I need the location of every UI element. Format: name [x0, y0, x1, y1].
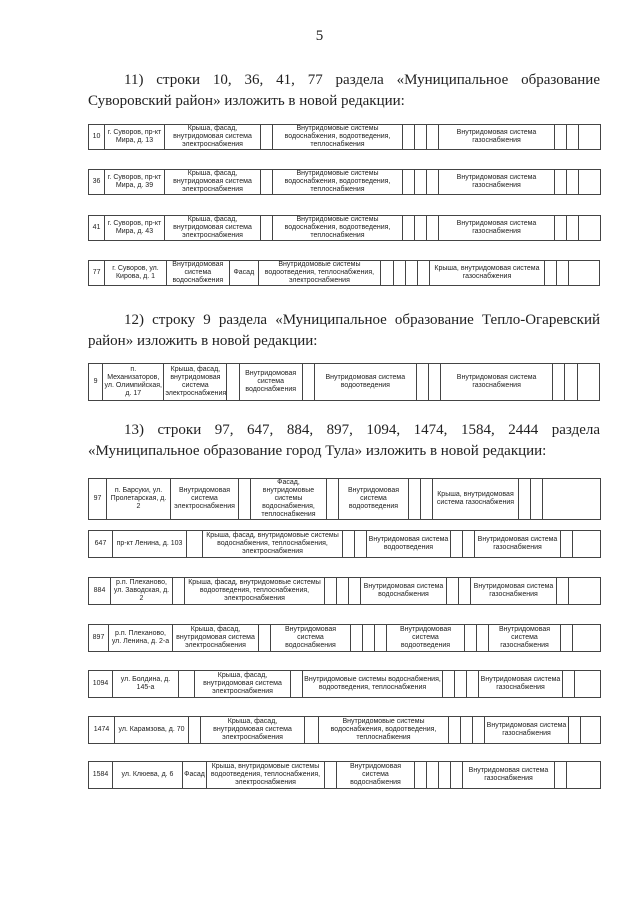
section-12-heading-line2: район» изложить в новой редакции: [88, 333, 318, 349]
row-work-2: Фасад, внутридомовые системы водоснабжения, теплоснабжения [251, 479, 327, 520]
row-work-3: Внутридомовая система газоснабжения [439, 216, 555, 241]
row-work-1b: Фасад [230, 261, 259, 286]
section-12-heading-line1: 12) строку 9 раздела «Муниципальное образование Тепло-Огаревский [124, 312, 600, 328]
row-work-3: Внутридомовая система газоснабжения [463, 762, 555, 789]
empty-cell [567, 125, 579, 150]
empty-cell [565, 364, 577, 401]
empty-cell [421, 479, 433, 520]
row-address: г. Суворов, пр-кт Мира, д. 13 [105, 125, 165, 150]
row-address: ул. Клюева, д. 6 [113, 762, 183, 789]
empty-cell [261, 170, 273, 195]
empty-cell [465, 625, 477, 652]
empty-cell [179, 671, 195, 698]
empty-cell [355, 531, 367, 558]
row-work-3: Крыша, внутридомовая система газоснабжения [430, 261, 544, 286]
empty-cell [325, 578, 337, 605]
row-work-2: Внутридомовая система водоотведения [367, 531, 451, 558]
empty-cell [544, 261, 556, 286]
empty-cell [451, 531, 463, 558]
empty-cell [561, 531, 573, 558]
empty-cell [531, 479, 543, 520]
empty-cell [569, 578, 601, 605]
empty-cell [418, 261, 430, 286]
row-work-4: Крыша, внутридомовая система газоснабжения [433, 479, 519, 520]
row-address: г. Суворов, пр-кт Мира, д. 43 [105, 216, 165, 241]
row-work-1: Крыша, фасад, внутридомовые системы водоотведения, теплоснабжения, электроснабжения [185, 578, 325, 605]
row-number: 41 [89, 216, 105, 241]
empty-cell [428, 364, 440, 401]
empty-cell [227, 364, 239, 401]
empty-cell [327, 479, 339, 520]
empty-cell [569, 261, 600, 286]
empty-cell [409, 479, 421, 520]
empty-cell [461, 717, 473, 744]
row-work-2: Внутридомовые системы водоснабжения, водоотведения, теплоснабжения [273, 125, 403, 150]
table-row-97 [88, 478, 601, 520]
empty-cell [325, 762, 337, 789]
row-work-1: Крыша, фасад, внутридомовая система электроснабжения [173, 625, 259, 652]
table-row-9 [88, 363, 600, 401]
row-address: г. Суворов, пр-кт Мира, д. 39 [105, 170, 165, 195]
row-work-3: Внутридомовая система водоотведения [387, 625, 465, 652]
page-number: 5 [315, 28, 324, 44]
row-number: 897 [89, 625, 109, 652]
table-row-884 [88, 577, 601, 605]
empty-cell [451, 762, 463, 789]
empty-cell [189, 717, 201, 744]
empty-cell [403, 216, 415, 241]
row-work-1: Крыша, фасад, внутридомовые системы водоснабжения, теплоснабжения, электроснабжения [203, 531, 343, 558]
empty-cell [427, 125, 439, 150]
empty-cell [561, 625, 573, 652]
empty-cell [567, 762, 601, 789]
empty-cell [302, 364, 314, 401]
row-work-1: Внутридомовая система электроснабжения [171, 479, 239, 520]
section-11-heading [88, 70, 600, 112]
row-number: 9 [89, 364, 103, 401]
row-work-3: Внутридомовая система водоотведения [314, 364, 416, 401]
empty-cell [455, 671, 467, 698]
empty-cell [579, 125, 601, 150]
empty-cell [449, 717, 461, 744]
empty-cell [305, 717, 319, 744]
empty-cell [555, 170, 567, 195]
empty-cell [575, 671, 601, 698]
row-number: 10 [89, 125, 105, 150]
row-work-1: Крыша, фасад, внутридомовая система электроснабжения [164, 364, 227, 401]
empty-cell [405, 261, 417, 286]
empty-cell [473, 717, 485, 744]
empty-cell [557, 578, 569, 605]
row-address: р.п. Плеханово, ул. Ленина, д. 2-а [109, 625, 173, 652]
table-row-77 [88, 260, 600, 286]
empty-cell [579, 170, 601, 195]
empty-cell [577, 364, 600, 401]
row-number: 884 [89, 578, 111, 605]
empty-cell [187, 531, 203, 558]
row-address: ул. Карамзова, д. 70 [115, 717, 189, 744]
table-row-1094 [88, 670, 601, 698]
empty-cell [415, 125, 427, 150]
row-number: 97 [89, 479, 107, 520]
section-11-heading-line2: Суворовский район» изложить в новой редакции: [88, 93, 405, 109]
row-work-1: Крыша, фасад, внутридомовая система электроснабжения [195, 671, 291, 698]
empty-cell [581, 717, 601, 744]
empty-cell [567, 170, 579, 195]
row-work-2: Внутридомовая система водоснабжения [239, 364, 302, 401]
empty-cell [337, 578, 349, 605]
row-work-3: Внутридомовая система газоснабжения [439, 170, 555, 195]
table-row-1584 [88, 761, 601, 789]
empty-cell [467, 671, 479, 698]
section-13-heading [88, 420, 600, 462]
section-12-heading [88, 310, 600, 352]
row-work-4: Внутридомовая система газоснабжения [441, 364, 553, 401]
empty-cell [563, 671, 575, 698]
row-number: 647 [89, 531, 113, 558]
empty-cell [556, 261, 568, 286]
empty-cell [569, 717, 581, 744]
empty-cell [261, 216, 273, 241]
row-work-3: Внутридомовая система газоснабжения [479, 671, 563, 698]
row-work-1: Крыша, фасад, внутридомовая система электроснабжения [165, 216, 261, 241]
empty-cell [415, 170, 427, 195]
row-address: р.п. Плеханово, ул. Заводская, д. 2 [111, 578, 173, 605]
empty-cell [349, 578, 361, 605]
row-work-2: Внутридомовая система водоснабжения [271, 625, 351, 652]
empty-cell [259, 625, 271, 652]
table-row-897 [88, 624, 601, 652]
empty-cell [567, 216, 579, 241]
section-11-heading-line1: 11) строки 10, 36, 41, 77 раздела «Муниципальное образование [124, 72, 600, 88]
row-work-2: Внутридомовые системы водоснабжения, водоотведения, теплоснабжения [273, 216, 403, 241]
row-number: 1584 [89, 762, 113, 789]
row-address: пр-кт Ленина, д. 103 [113, 531, 187, 558]
row-address: п. Механизаторов, ул. Олимпийская, д. 17 [103, 364, 164, 401]
table-row-10 [88, 124, 601, 150]
empty-cell [427, 170, 439, 195]
row-address: п. Барсуки, ул. Пролетарская, д. 2 [107, 479, 171, 520]
empty-cell [343, 531, 355, 558]
empty-cell [427, 762, 439, 789]
empty-cell [477, 625, 489, 652]
empty-cell [381, 261, 393, 286]
empty-cell [573, 625, 601, 652]
empty-cell [553, 364, 565, 401]
row-work-3: Внутридомовая система газоснабжения [475, 531, 561, 558]
row-work-4: Внутридомовая система газоснабжения [489, 625, 561, 652]
row-work-2: Внутридомовые системы водоснабжения, водоотведения, теплоснабжения [273, 170, 403, 195]
row-work-3: Внутридомовая система газоснабжения [439, 125, 555, 150]
table-row-647 [88, 530, 601, 558]
empty-cell [427, 216, 439, 241]
empty-cell [519, 479, 531, 520]
empty-cell [443, 671, 455, 698]
row-work-2: Внутридомовая система водоснабжения [361, 578, 447, 605]
row-work-1: Крыша, внутридомовые системы водоотведения, теплоснабжения, электроснабжения [207, 762, 325, 789]
empty-cell [555, 125, 567, 150]
empty-cell [403, 170, 415, 195]
empty-cell [351, 625, 363, 652]
empty-cell [239, 479, 251, 520]
row-work-1b: Фасад [183, 762, 207, 789]
empty-cell [415, 216, 427, 241]
row-work-1: Крыша, фасад, внутридомовая система электроснабжения [201, 717, 305, 744]
table-row-36 [88, 169, 601, 195]
empty-cell [543, 479, 601, 520]
empty-cell [459, 578, 471, 605]
empty-cell [573, 531, 601, 558]
empty-cell [375, 625, 387, 652]
empty-cell [363, 625, 375, 652]
empty-cell [415, 762, 427, 789]
row-work-2: Внутридомовые системы водоснабжения, водоотведения, теплоснабжения [319, 717, 449, 744]
row-work-1: Крыша, фасад, внутридомовая система электроснабжения [165, 125, 261, 150]
row-work-3: Внутридомовая система газоснабжения [485, 717, 569, 744]
empty-cell [173, 578, 185, 605]
row-work-1: Крыша, фасад, внутридомовая система электроснабжения [165, 170, 261, 195]
empty-cell [393, 261, 405, 286]
section-13-heading-line1: 13) строки 97, 647, 884, 897, 1094, 1474, 1584, 2444 раздела [124, 422, 600, 438]
row-work-1: Внутридомовая система водоснабжения [166, 261, 229, 286]
row-work-2: Внутридомовые системы водоотведения, теплоснабжения, электроснабжения [258, 261, 381, 286]
table-row-41 [88, 215, 601, 241]
empty-cell [555, 216, 567, 241]
empty-cell [403, 125, 415, 150]
row-work-3: Внутридомовая система газоснабжения [471, 578, 557, 605]
row-work-3: Внутридомовая система водоотведения [339, 479, 409, 520]
empty-cell [579, 216, 601, 241]
row-number: 1094 [89, 671, 113, 698]
empty-cell [291, 671, 303, 698]
empty-cell [555, 762, 567, 789]
row-number: 77 [89, 261, 105, 286]
row-number: 1474 [89, 717, 115, 744]
row-work-2: Внутридомовая система водоснабжения [337, 762, 415, 789]
empty-cell [416, 364, 428, 401]
empty-cell [463, 531, 475, 558]
row-work-2: Внутридомовые системы водоснабжения, водоотведения, теплоснабжения [303, 671, 443, 698]
empty-cell [439, 762, 451, 789]
row-address: г. Суворов, ул. Кирова, д. 1 [105, 261, 166, 286]
row-address: ул. Болдина, д. 145-а [113, 671, 179, 698]
table-row-1474 [88, 716, 601, 744]
section-13-heading-line2: «Муниципальное образование город Тула» изложить в новой редакции: [88, 443, 547, 459]
empty-cell [447, 578, 459, 605]
row-number: 36 [89, 170, 105, 195]
empty-cell [261, 125, 273, 150]
